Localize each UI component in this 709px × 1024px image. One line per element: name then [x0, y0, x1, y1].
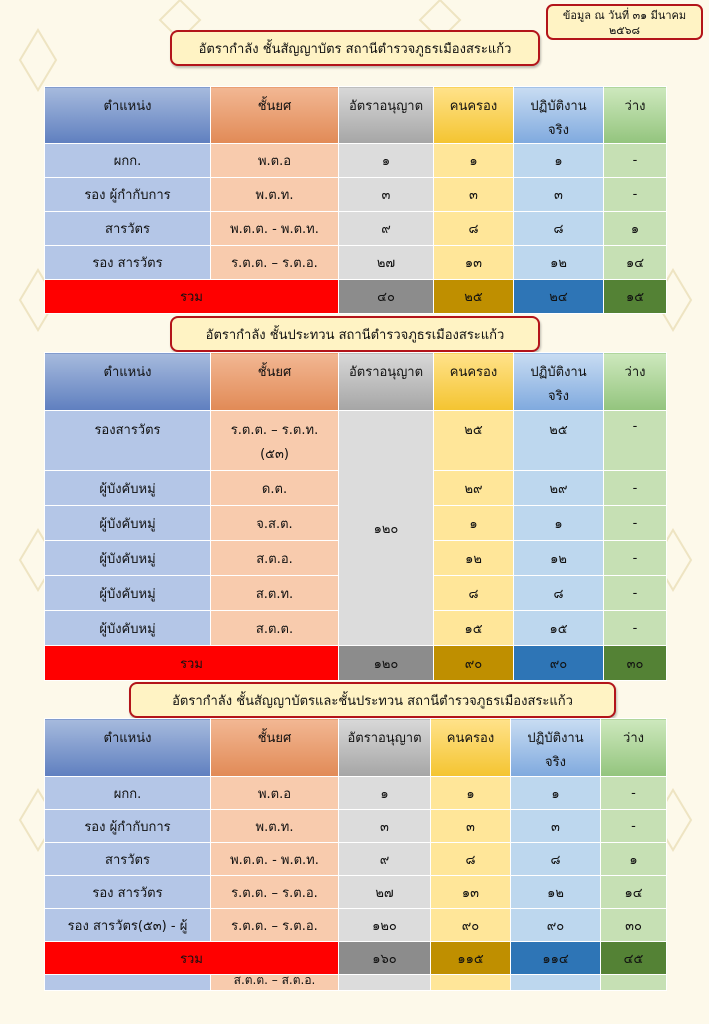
cell-held: ๑๕ — [434, 611, 514, 646]
cell-rank: ร.ต.ต. – ร.ต.ท. (๕๓) — [211, 411, 339, 471]
cell-vacant: - — [601, 810, 667, 843]
cell-position: รอง สารวัตร — [45, 876, 211, 909]
cell-position — [45, 975, 211, 991]
cell-position: รอง ผู้กำกับการ — [45, 810, 211, 843]
header-quota: อัตราอนุญาต — [339, 87, 434, 144]
cell-position: ผู้บังคับหมู่ — [45, 576, 211, 611]
cell-position: รองสารวัตร — [45, 411, 211, 471]
header-rank: ชั้นยศ — [211, 353, 339, 411]
table3-title: อัตรากำลัง ชั้นสัญญาบัตรและชั้นประทวน สถานีตำรวจภูธรเมืองสระแก้ว — [129, 682, 616, 718]
header-position: ตำแหน่ง — [45, 353, 211, 411]
cell-vacant: ๑ — [601, 843, 667, 876]
cell-held: ๑ — [431, 777, 511, 810]
cell-position: สารวัตร — [45, 212, 211, 246]
cell-working: ๑๒ — [511, 876, 601, 909]
cell-quota: ๑ — [339, 144, 434, 178]
cell-vacant: ๑๔ — [604, 246, 667, 280]
total-quota: ๑๒๐ — [339, 646, 434, 681]
cell-position: รอง สารวัตร(๕๓) - ผู้ — [45, 909, 211, 942]
header-vacant: ว่าง — [604, 353, 667, 411]
cell-rank: พ.ต.ต. - พ.ต.ท. — [211, 843, 339, 876]
cell-quota — [339, 975, 431, 991]
table2 — [44, 352, 667, 681]
table1-header-row — [45, 87, 667, 144]
cell-working: ๒๕ — [514, 411, 604, 471]
date-note-line2: ๒๕๖๘ — [608, 24, 641, 37]
date-note-line1: ข้อมูล ณ วันที่ ๓๑ มีนาคม — [562, 9, 687, 22]
table-row — [45, 810, 667, 843]
cell-quota: ๙ — [339, 212, 434, 246]
cell-position: รอง ผู้กำกับการ — [45, 178, 211, 212]
cell-rank: ร.ต.ต. – ร.ต.อ. — [211, 246, 339, 280]
cell-working — [511, 975, 601, 991]
cell-vacant: ๑๔ — [601, 876, 667, 909]
cell-held: ๓ — [434, 178, 514, 212]
total-working: ๒๔ — [514, 280, 604, 314]
table-row — [45, 777, 667, 810]
cell-rank: ส.ต.อ. — [211, 541, 339, 576]
cell-vacant: - — [604, 471, 667, 506]
cell-quota: ๓ — [339, 178, 434, 212]
cell-position: ผู้บังคับหมู่ — [45, 471, 211, 506]
header-position: ตำแหน่ง — [45, 87, 211, 144]
header-quota: อัตราอนุญาต — [339, 353, 434, 411]
cell-held: ๑๒ — [434, 541, 514, 576]
cell-quota: ๑ — [339, 777, 431, 810]
total-label: รวม — [45, 280, 339, 314]
date-note — [546, 4, 703, 40]
cell-rank-overflow: ส.ต.ต. – ส.ต.อ. — [211, 975, 339, 991]
cell-working: ๘ — [514, 576, 604, 611]
table3 — [44, 718, 667, 991]
cell-position: ผกก. — [45, 777, 211, 810]
cell-rank: ด.ต. — [211, 471, 339, 506]
header-rank: ชั้นยศ — [211, 719, 339, 777]
cell-vacant: - — [604, 144, 667, 178]
cell-rank: ส.ต.ต. — [211, 611, 339, 646]
table-row — [45, 246, 667, 280]
total-label: รวม — [45, 646, 339, 681]
header-working: ปฏิบัติงาน จริง — [514, 87, 604, 144]
total-held: ๒๕ — [434, 280, 514, 314]
table-row — [45, 876, 667, 909]
cell-quota: ๒๗ — [339, 876, 431, 909]
cell-working: ๘ — [511, 843, 601, 876]
total-vacant: ๑๕ — [604, 280, 667, 314]
cell-rank: พ.ต.อ — [211, 777, 339, 810]
cell-working: ๑๒ — [514, 246, 604, 280]
table-row — [45, 843, 667, 876]
cell-vacant: - — [604, 576, 667, 611]
cell-working: ๒๙ — [514, 471, 604, 506]
table1 — [44, 86, 667, 314]
cell-held — [431, 975, 511, 991]
cell-working: ๑ — [514, 144, 604, 178]
header-vacant: ว่าง — [601, 719, 667, 777]
total-working: ๙๐ — [514, 646, 604, 681]
cell-rank: พ.ต.ท. — [211, 178, 339, 212]
cell-working: ๑ — [514, 506, 604, 541]
table2-total-row — [45, 646, 667, 681]
cell-position: ผู้บังคับหมู่ — [45, 541, 211, 576]
total-quota: ๑๖๐ — [339, 942, 431, 975]
cell-rank: จ.ส.ต. — [211, 506, 339, 541]
cell-quota: ๙ — [339, 843, 431, 876]
table-row — [45, 144, 667, 178]
table1-total-row — [45, 280, 667, 314]
cell-held: ๘ — [434, 212, 514, 246]
cell-vacant: ๓๐ — [601, 909, 667, 942]
table-row — [45, 411, 667, 471]
cell-working: ๑๕ — [514, 611, 604, 646]
header-rank: ชั้นยศ — [211, 87, 339, 144]
table-row — [45, 178, 667, 212]
header-held: คนครอง — [434, 353, 514, 411]
table-row — [45, 212, 667, 246]
cell-position: ผู้บังคับหมู่ — [45, 611, 211, 646]
cell-position: ผกก. — [45, 144, 211, 178]
cell-held: ๒๙ — [434, 471, 514, 506]
cell-vacant: - — [604, 506, 667, 541]
cell-vacant: - — [604, 541, 667, 576]
cell-vacant: - — [604, 178, 667, 212]
cell-quota-merged: ๑๒๐ — [339, 411, 434, 646]
cell-held: ๑ — [434, 144, 514, 178]
cell-held: ๘ — [431, 843, 511, 876]
cell-held: ๙๐ — [431, 909, 511, 942]
header-quota: อัตราอนุญาต — [339, 719, 431, 777]
table2-header-row — [45, 353, 667, 411]
header-vacant: ว่าง — [604, 87, 667, 144]
cell-quota: ๑๒๐ — [339, 909, 431, 942]
cell-rank: ส.ต.ท. — [211, 576, 339, 611]
table1-title: อัตรากำลัง ชั้นสัญญาบัตร สถานีตำรวจภูธรเมืองสระแก้ว — [170, 30, 540, 66]
cell-vacant: - — [604, 411, 667, 471]
total-quota: ๔๐ — [339, 280, 434, 314]
header-working: ปฏิบัติงาน จริง — [514, 353, 604, 411]
cell-rank: ร.ต.ต. – ร.ต.อ. — [211, 876, 339, 909]
cell-vacant — [601, 975, 667, 991]
total-held: ๙๐ — [434, 646, 514, 681]
cell-working: ๙๐ — [511, 909, 601, 942]
cell-working: ๓ — [514, 178, 604, 212]
cell-working: ๑ — [511, 777, 601, 810]
table2-title: อัตรากำลัง ชั้นประทวน สถานีตำรวจภูธรเมืองสระแก้ว — [170, 316, 540, 352]
cell-working: ๓ — [511, 810, 601, 843]
table3-overflow-row — [45, 975, 667, 991]
cell-vacant: - — [601, 777, 667, 810]
header-held: คนครอง — [434, 87, 514, 144]
cell-held: ๑๓ — [431, 876, 511, 909]
cell-rank: พ.ต.ท. — [211, 810, 339, 843]
cell-held: ๒๕ — [434, 411, 514, 471]
cell-quota: ๓ — [339, 810, 431, 843]
cell-rank: พ.ต.อ — [211, 144, 339, 178]
cell-quota: ๒๗ — [339, 246, 434, 280]
header-working: ปฏิบัติงาน จริง — [511, 719, 601, 777]
total-label: รวม — [45, 942, 339, 975]
cell-held: ๓ — [431, 810, 511, 843]
cell-position: ผู้บังคับหมู่ — [45, 506, 211, 541]
cell-working: ๑๒ — [514, 541, 604, 576]
table-row — [45, 909, 667, 942]
total-held: ๑๑๕ — [431, 942, 511, 975]
cell-position: สารวัตร — [45, 843, 211, 876]
total-working: ๑๑๔ — [511, 942, 601, 975]
cell-working: ๘ — [514, 212, 604, 246]
header-held: คนครอง — [431, 719, 511, 777]
total-vacant: ๓๐ — [604, 646, 667, 681]
cell-rank: พ.ต.ต. - พ.ต.ท. — [211, 212, 339, 246]
table3-header-row — [45, 719, 667, 777]
cell-vacant: ๑ — [604, 212, 667, 246]
total-vacant: ๔๕ — [601, 942, 667, 975]
cell-held: ๘ — [434, 576, 514, 611]
table3-total-row — [45, 942, 667, 975]
cell-rank: ร.ต.ต. – ร.ต.อ. — [211, 909, 339, 942]
cell-vacant: - — [604, 611, 667, 646]
cell-held: ๑๓ — [434, 246, 514, 280]
cell-held: ๑ — [434, 506, 514, 541]
header-position: ตำแหน่ง — [45, 719, 211, 777]
cell-position: รอง สารวัตร — [45, 246, 211, 280]
